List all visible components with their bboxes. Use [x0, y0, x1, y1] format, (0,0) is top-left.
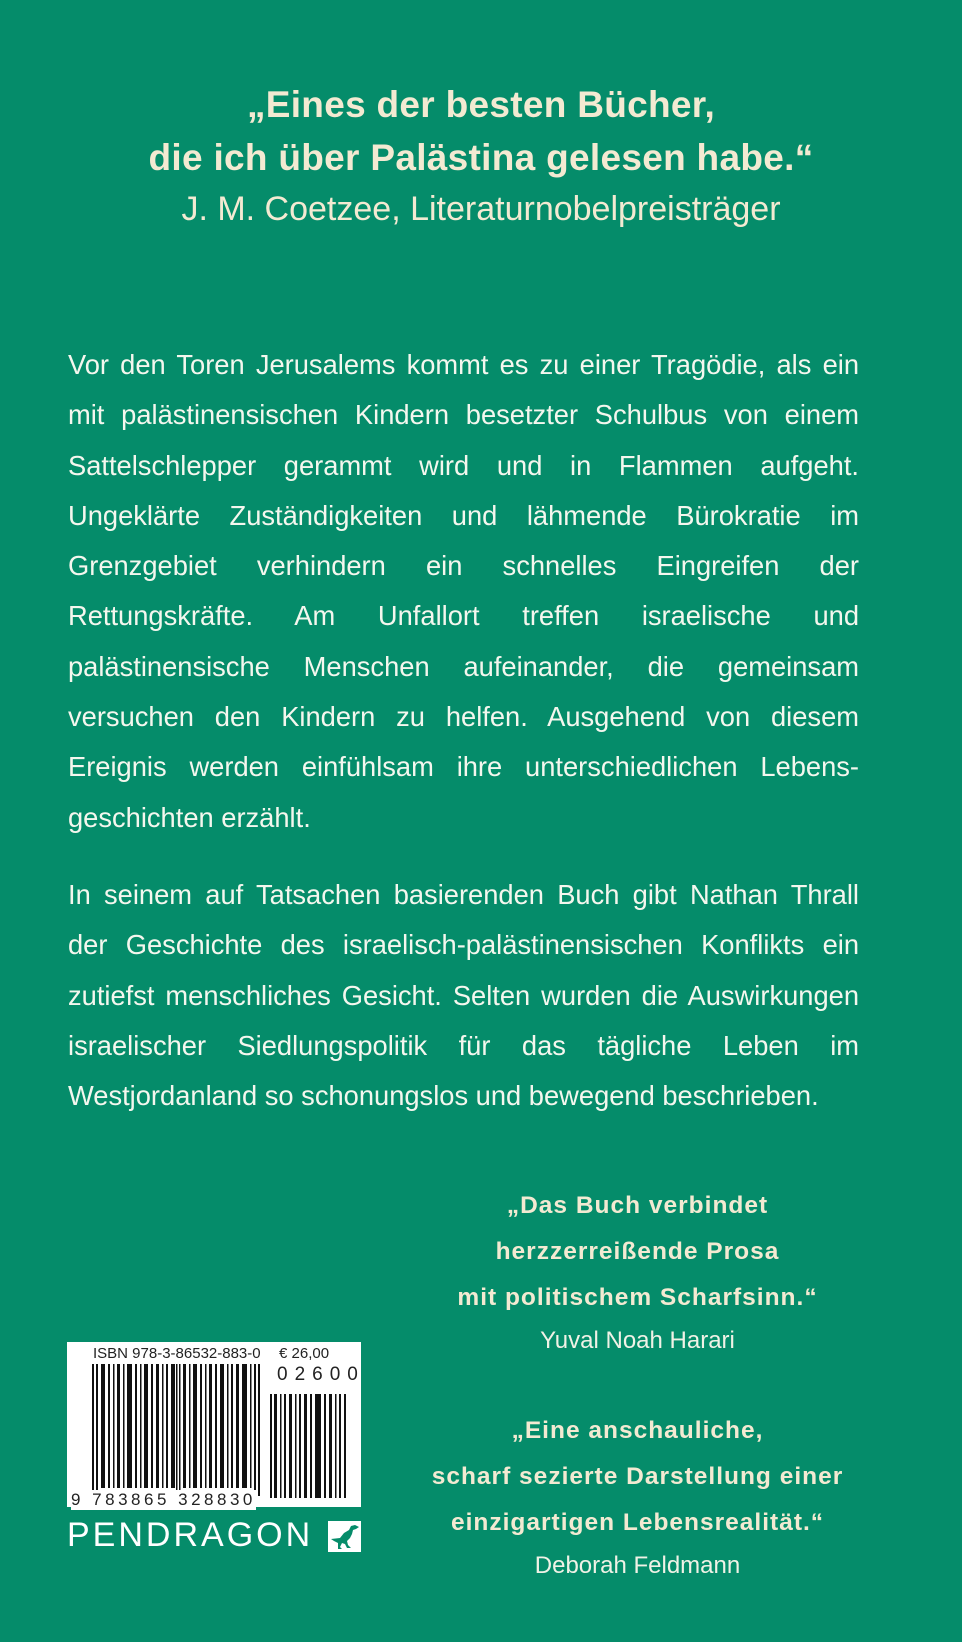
- addon-digits: 02600: [277, 1364, 365, 1385]
- blurb-line: einzigartigen Lebensrealität.“: [450, 1509, 825, 1536]
- blurb-line: scharf sezierte Darstellung einer: [431, 1463, 844, 1490]
- isbn-label: ISBN 978-3-86532-883-0: [93, 1345, 261, 1362]
- barcode: [67, 1342, 365, 1509]
- top-quote: [0, 78, 962, 232]
- description-text-1: Vor den Toren Jerusalems kommt es zu einer Tragödie, als ein mit palästinensischen Kindern besetzter Schulbus von einem Sattelschlepper gerammt wird und in Flammen aufgeht. Ungeklärte Zuständigkeiten und lähmende Bürokratie im Grenzgebiet verhindern ein schnelles Eingreifen der Rettungskräfte. Am Unfallort treffen israelische und palästinensische Menschen aufeinander, die gemeinsam versuchen den Kindern zu helfen. Ausgehend von diesem Ereignis werden einfühlsam ihre unterschiedlichen Lebensgeschichten erzählt.: [68, 349, 859, 833]
- blurb-line: mit politischem Scharfsinn.“: [457, 1284, 818, 1311]
- blurb-line: „Eine anschauliche,: [511, 1417, 764, 1444]
- addon-barcode-bars-icon: [270, 1394, 350, 1498]
- top-quote-line-2: die ich über Palästina gelesen habe.“: [148, 137, 814, 178]
- blurb-harari: [400, 1183, 875, 1361]
- blurb-line: „Das Buch verbindet: [506, 1192, 769, 1219]
- blurb-feldmann: [400, 1408, 875, 1586]
- blurb-attribution: Deborah Feldmann: [534, 1552, 741, 1579]
- top-quote-line-1: „Eines der besten Bücher,: [246, 84, 716, 125]
- description-paragraph-2: [68, 870, 859, 1121]
- top-quote-attribution: J. M. Coetzee, Literaturnobelpreisträger: [181, 190, 781, 228]
- publisher-logo: PENDRAGON: [67, 1516, 314, 1554]
- barcode-bars-icon: [92, 1364, 262, 1496]
- ean-digits: 9 783865 328830: [71, 1490, 256, 1509]
- dragon-icon: [328, 1521, 361, 1552]
- blurb-line: herzzerreißende Prosa: [495, 1238, 780, 1265]
- price-label: € 26,00: [279, 1345, 330, 1362]
- description-paragraph-1: [68, 340, 859, 843]
- description-text-2: In seinem auf Tatsachen basierenden Buch gibt Nathan Thrall der Geschichte des israelisch-palästinensischen Konflikts ein zutiefst menschliches Gesicht. Selten wurden die Auswirkungen israelischer Siedlungspolitik für das tägliche Leben im Westjordanland so schonungslos und bewegend beschrieben.: [68, 879, 859, 1112]
- blurb-attribution: Yuval Noah Harari: [540, 1327, 735, 1354]
